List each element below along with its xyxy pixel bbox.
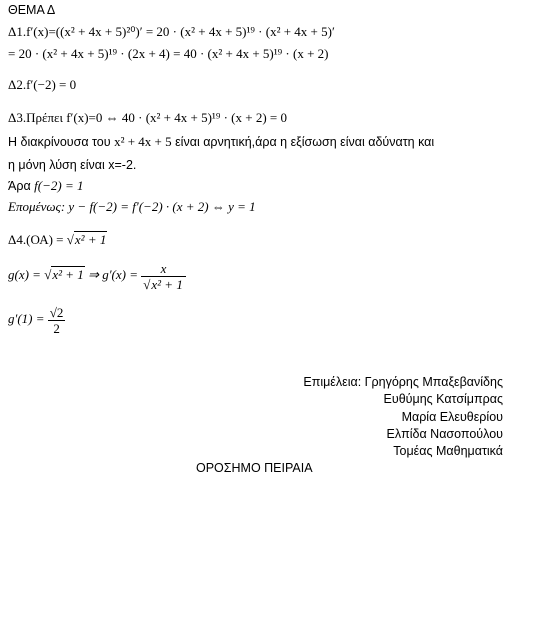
credits-line: Επιμέλεια: Γρηγόρης Μπαξεβανίδης (303, 375, 503, 389)
sqrt-symbol: √ (44, 267, 52, 282)
d3-line-4 (8, 178, 83, 194)
sqrt-symbol: √ (66, 232, 74, 247)
credits-line: Τομέας Μαθηματικά (393, 444, 503, 459)
credits-line: Ελπίδα Νασοπούλου (386, 426, 503, 441)
g-prime-denominator (141, 277, 186, 292)
g-radicand: x² + 1 (52, 267, 84, 282)
d3-line-1: Δ3.Πρέπει f′(x)=0 ⇔ 40 · (x² + 4x + 5)¹⁹ · (x + 2) = 0 (8, 110, 288, 125)
g1-fraction (48, 305, 66, 336)
g-prime-at-1-line (8, 302, 65, 336)
d1-line-1: Δ1.f′(x)=((x² + 4x + 5)²⁰)′ = 20 · (x² + 4x + 5)¹⁹ · (x² + 4x + 5)′ (8, 24, 335, 39)
g-prime-numerator: x (141, 261, 186, 277)
footer-organization: ΟΡΟΣΗΜΟ ΠΕΙΡΑΙΑ (196, 461, 313, 475)
d3-line-2-suffix: είναι αρνητική,άρα η εξίσωση είναι αδύνατη και (171, 135, 435, 149)
sqrt-symbol: √ (143, 276, 151, 292)
d3-line-4-prefix: Άρα (8, 179, 35, 193)
d3-line-2-expr: x² + 4x + 5 (114, 134, 172, 149)
credits-line: Μαρία Ελευθερίου (401, 409, 503, 424)
g1-lhs: g′(1) = (8, 311, 48, 326)
d4-line-1-prefix: Δ4.(ΟΑ) = (8, 232, 67, 247)
d4-line-1-radicand: x² + 1 (74, 232, 107, 247)
d3-line-5-prefix: Επομένως (8, 199, 61, 214)
d3-line-2-prefix: Η διακρίνουσα του (8, 135, 115, 149)
section-heading: ΘΕΜΑ Δ (8, 3, 56, 17)
d3-line-2 (8, 134, 434, 150)
g-prime-fraction (141, 261, 186, 292)
credits-block (303, 374, 503, 460)
g1-denominator: 2 (53, 320, 60, 336)
d1-line-2: = 20 · (x² + 4x + 5)¹⁹ · (2x + 4) = 40 · (x² + 4x + 5)¹⁹ · (x + 2) (8, 46, 329, 61)
credits-line: Ευθύμης Κατσίμπρας (383, 392, 503, 407)
d3-line-5-expr: : y − f(−2) = f′(−2) · (x + 2) ⇔ y = 1 (60, 199, 256, 214)
g-derivative-line (8, 258, 186, 292)
d3-line-3: η μόνη λύση είναι x=-2. (8, 158, 137, 172)
g1-numerator: √2 (49, 304, 64, 320)
g-lhs: g(x) = (8, 267, 45, 282)
d3-line-5 (8, 199, 256, 215)
g-mid: ⇒ g′(x) = (84, 267, 142, 282)
d2-line: Δ2.f′(−2) = 0 (8, 77, 77, 92)
d4-line-1 (8, 232, 107, 248)
d3-line-4-expr: f(−2) = 1 (34, 178, 84, 193)
g-prime-den-radicand: x² + 1 (151, 276, 183, 292)
